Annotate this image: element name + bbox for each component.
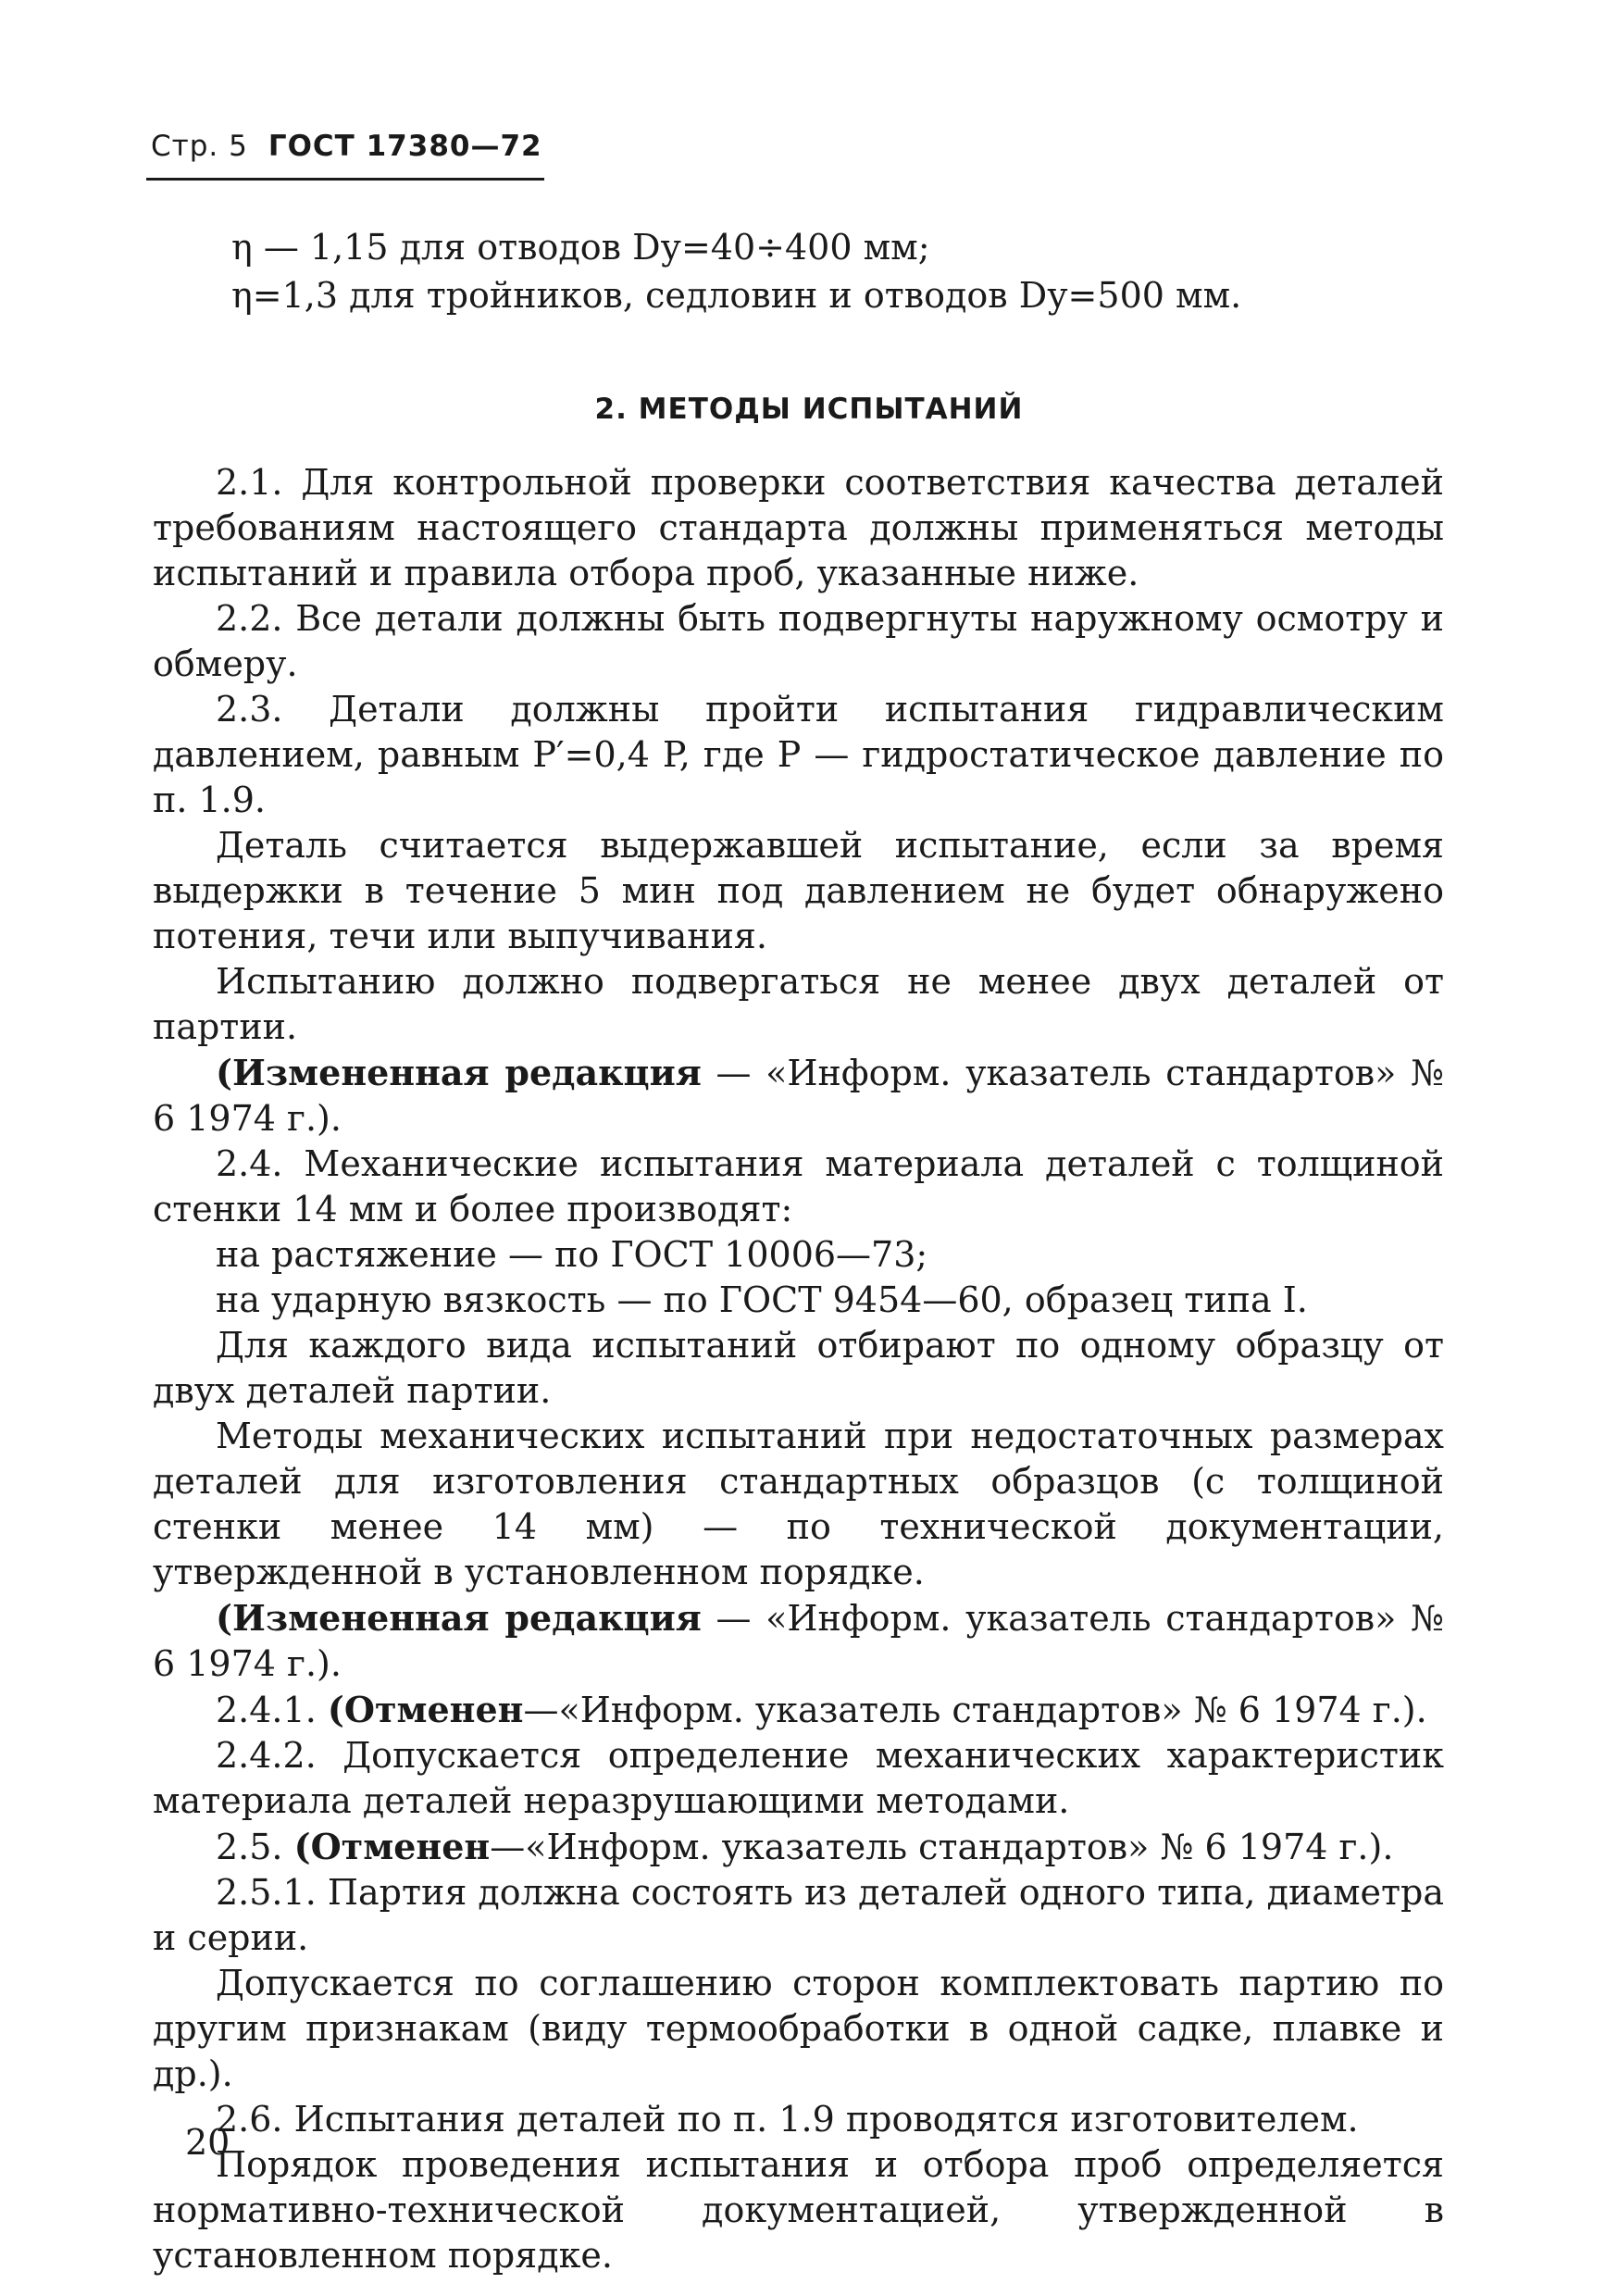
paragraph-2-4-1 bbox=[153, 1687, 1444, 1733]
paragraph-2-3-sample: Испытанию должно подвергаться не менее двух деталей от партии. bbox=[153, 961, 1444, 1047]
paragraph-2-1: 2.1. Для контрольной проверки соответствия качества деталей требованиям настоящего стандарта должны применяться методы испытаний и правила отбора проб, указанные ниже. bbox=[153, 462, 1444, 593]
paragraph-2-6: 2.6. Испытания деталей по п. 1.9 проводятся изготовителем. bbox=[216, 2099, 1359, 2140]
amendment-bold: (Измененная редакция bbox=[216, 1052, 702, 1093]
header-rule bbox=[146, 178, 544, 181]
paragraph-2-4-samples: Для каждого вида испытаний отбирают по одному образцу от двух деталей партии. bbox=[153, 1325, 1444, 1411]
cancelled-bold: (Отменен bbox=[293, 1826, 491, 1867]
body-text bbox=[153, 460, 1444, 2278]
clause-number: 2.5. bbox=[216, 1827, 294, 1867]
paragraph-2-3-criteria: Деталь считается выдержавшей испытание, если за время выдержки в течение 5 мин под давлением не будет обнаружено потения, течи или выпучивания. bbox=[153, 825, 1444, 956]
paragraph-2-5-1: 2.5.1. Партия должна состоять из деталей одного типа, диаметра и серии. bbox=[153, 1872, 1444, 1958]
standard-number: ГОСТ 17380—72 bbox=[268, 130, 542, 163]
cancelled-rest: —«Информ. указатель стандартов» № 6 1974 г.). bbox=[523, 1690, 1427, 1730]
running-header bbox=[151, 130, 542, 163]
cancelled-rest: —«Информ. указатель стандартов» № 6 1974 г.). bbox=[490, 1827, 1394, 1867]
paragraph-2-2: 2.2. Все детали должны быть подвергнуты наружному осмотру и обмеру. bbox=[153, 598, 1444, 684]
paragraph-2-6-procedure: Порядок проведения испытания и отбора проб определяется нормативно-технической документацией, утвержденной в установленном порядке. bbox=[153, 2144, 1444, 2276]
amendment-bold: (Измененная редакция bbox=[216, 1597, 702, 1639]
paragraph-2-4-methods: Методы механических испытаний при недостаточных размерах деталей для изготовления стандартных образцов (с толщиной стенки менее 14 мм) — по технической документации, утвержденной в установленном порядке. bbox=[153, 1416, 1444, 1592]
clause-number: 2.4.1. bbox=[216, 1690, 328, 1730]
paragraph-2-3: 2.3. Детали должны пройти испытания гидравлическим давлением, равным P′=0,4 P, где P — гидростатическое давление по п. 1.9. bbox=[153, 689, 1444, 820]
cancelled-bold: (Отменен bbox=[327, 1689, 524, 1730]
paragraph-2-4-impact: на ударную вязкость — по ГОСТ 9454—60, образец типа I. bbox=[216, 1279, 1308, 1320]
amendment-note-1 bbox=[153, 1050, 1444, 1142]
section-title: 2. МЕТОДЫ ИСПЫТАНИЙ bbox=[594, 393, 1024, 426]
paragraph-2-4-2: 2.4.2. Допускается определение механических характеристик материала деталей неразрушающими методами. bbox=[153, 1735, 1444, 1821]
page-number: 20 bbox=[185, 2122, 230, 2163]
formula-line-2: η=1,3 для тройников, седловин и отводов Dу=500 мм. bbox=[231, 275, 1242, 316]
paragraph-2-4: 2.4. Механические испытания материала деталей с толщиной стенки 14 мм и более производят: bbox=[153, 1143, 1444, 1229]
formula-line-1: η — 1,15 для отводов Dу=40÷400 мм; bbox=[231, 227, 930, 268]
page-label: Стр. 5 bbox=[151, 130, 248, 163]
amendment-note-2 bbox=[153, 1595, 1444, 1687]
amendment-rest: — «Информ. указатель стандартов» № 6 1974 г.). bbox=[153, 1598, 1444, 1684]
paragraph-2-5 bbox=[153, 1824, 1444, 1870]
paragraph-2-5-1-agreement: Допускается по соглашению сторон комплектовать партию по другим признакам (виду термообработки в одной садке, плавке и др.). bbox=[153, 1963, 1444, 2094]
paragraph-2-4-tension: на растяжение — по ГОСТ 10006—73; bbox=[216, 1234, 928, 1275]
amendment-rest: — «Информ. указатель стандартов» № 6 1974 г.). bbox=[153, 1053, 1444, 1139]
